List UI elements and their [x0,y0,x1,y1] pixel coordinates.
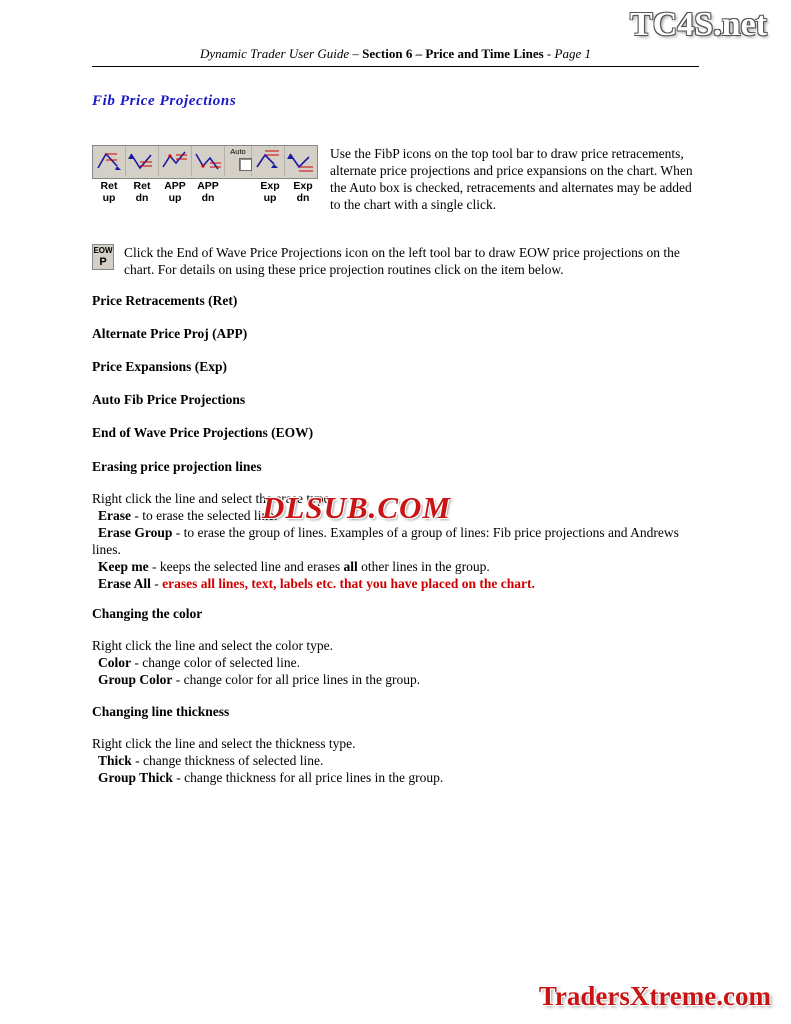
color-term: Color [98,655,131,670]
toolbar-label-app-up-line1: APP [164,180,186,192]
link-auto-fib-price-projections[interactable]: Auto Fib Price Projections [92,392,246,407]
running-header [92,46,699,62]
toolbar-button-ret-dn[interactable] [126,146,159,176]
toolbar-label-ret-dn-line1: Ret [133,180,151,192]
toolbar-description: Use the FibP icons on the top tool bar to draw price retracements, alternate price projections and price expansions on the chart. When the Auto box is checked, retracements and alternates may be added to the chart with a single click. [330,146,693,212]
link-price-expansions[interactable]: Price Expansions (Exp) [92,359,228,374]
group-color-term: Group Color [98,672,173,687]
header-divider [92,66,699,67]
toolbar-label-exp-dn-line2: dn [296,192,310,204]
eow-description: Click the End of Wave Price Projections icon on the left tool bar to draw EOW price projections on the chart. For details on using these price projection routines click on the item below. [124,245,680,277]
watermark-center: DLSUB.COM [262,490,452,525]
page-title: Fib Price Projections [92,93,237,109]
link-alternate-price-proj[interactable]: Alternate Price Proj (APP) [92,326,248,341]
toolbar-label-exp-up-line2: up [263,192,277,204]
toolbar-label-ret-up [92,180,126,204]
fibp-toolbar[interactable] [92,145,318,179]
eow-icon-top-label: EOW [93,246,113,255]
group-color-desc: - change color for all price lines in the group. [172,672,421,687]
erase-desc: - to erase the selected line. [131,508,278,523]
color-desc: - change color of selected line. [131,655,301,670]
group-thick-desc: - change thickness for all price lines in the group. [172,770,444,785]
erase-all-term: Erase All [98,576,151,591]
header-page-number: Page 1 [554,46,591,61]
keep-me-emphasis: all [343,559,358,574]
group-thick-term: Group Thick [98,770,173,785]
auto-label: Auto [230,147,246,156]
eow-price-projection-icon[interactable] [92,244,114,270]
thick-term: Thick [98,753,132,768]
thick-desc: - change thickness of selected line. [131,753,324,768]
heading-changing-line-thickness: Changing line thickness [92,704,230,719]
header-section: Section 6 – Price and Time Lines [362,46,544,61]
watermark-bottom: TradersXtreme.com [538,981,771,1011]
thickness-section-body [92,735,702,786]
toolbar-label-app-up-line2: up [168,192,182,204]
thickness-intro: Right click the line and select the thickness type. [92,736,356,751]
app-dn-icon [192,146,224,176]
toolbar-label-exp-dn [286,180,320,204]
erase-term: Erase [98,508,131,523]
toolbar-label-exp-dn-line1: Exp [293,180,313,192]
toolbar-button-app-dn[interactable] [192,146,225,176]
toolbar-label-ret-up-line2: up [102,192,116,204]
eow-icon-bottom-label: P [99,256,107,268]
heading-changing-the-color: Changing the color [92,606,203,621]
toolbar-button-exp-dn[interactable] [285,146,317,176]
erasing-intro: Right click the line and select the erase type. [92,491,334,506]
toolbar-label-ret-dn [125,180,159,204]
toolbar-label-app-dn [191,180,225,204]
header-dash-1: – [349,46,363,61]
ret-dn-icon [126,146,158,176]
toolbar-label-ret-dn-line2: dn [135,192,149,204]
toolbar-button-app-up[interactable] [159,146,192,176]
toolbar-button-ret-up[interactable] [93,146,126,176]
keep-me-desc-1: - keeps the selected line and erases [148,559,344,574]
toolbar-label-app-dn-line1: APP [197,180,219,192]
keep-me-desc-2: other lines in the group. [357,559,490,574]
header-guide-title: Dynamic Trader User Guide [200,46,350,61]
toolbar-label-exp-up [253,180,287,204]
exp-up-icon [252,146,284,176]
color-section-body [92,637,702,688]
erase-group-term: Erase Group [98,525,173,540]
erase-all-dash: - [150,576,163,591]
toolbar-label-app-dn-line2: dn [201,192,215,204]
auto-checkbox-box[interactable] [239,158,252,171]
link-price-retracements[interactable]: Price Retracements (Ret) [92,293,238,308]
erase-group-desc: - to erase the group of lines. Examples of a group of lines: Fib price projections and Andrews lines. [92,525,679,557]
toolbar-label-exp-up-line1: Exp [260,180,280,192]
toolbar-auto-checkbox[interactable] [225,146,252,176]
app-up-icon [159,146,191,176]
toolbar-label-ret-up-line1: Ret [100,180,118,192]
link-end-of-wave-price-projections[interactable]: End of Wave Price Projections (EOW) [92,425,314,440]
heading-erasing-price-projection-lines: Erasing price projection lines [92,459,262,474]
keep-me-term: Keep me [98,559,149,574]
color-intro: Right click the line and select the color type. [92,638,334,653]
watermark-top: TC4S.net [630,6,767,43]
toolbar-label-app-up [158,180,192,204]
erase-all-warning: erases all lines, text, labels etc. that you have placed on the chart. [162,576,535,591]
header-dash-2: - [543,46,555,61]
exp-dn-icon [285,146,317,176]
toolbar-button-exp-up[interactable] [252,146,285,176]
ret-up-icon [93,146,125,176]
